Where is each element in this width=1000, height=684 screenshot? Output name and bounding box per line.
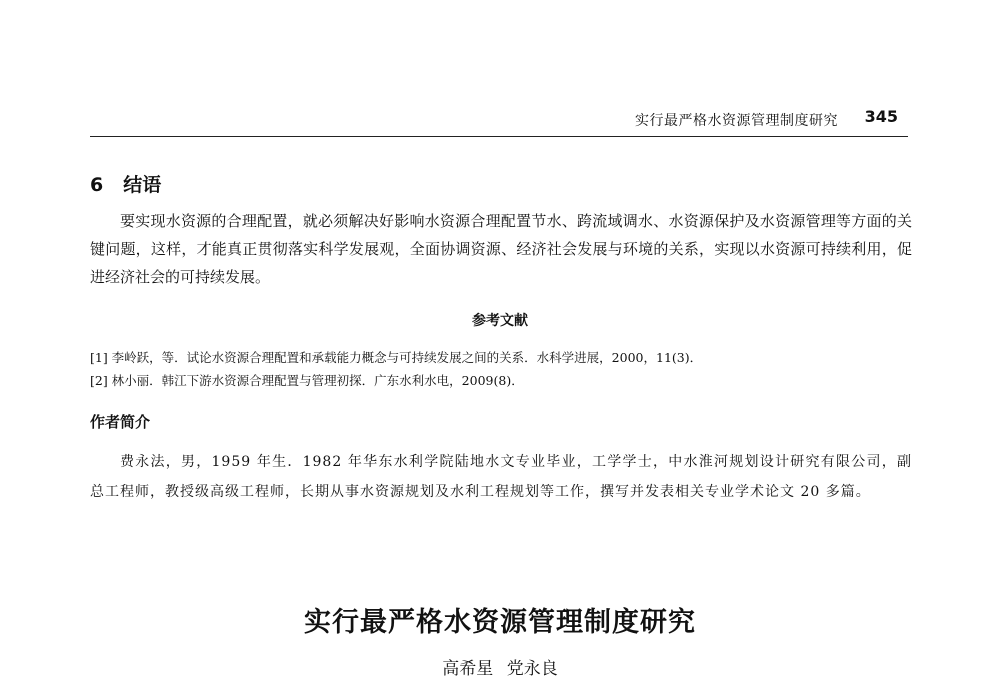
running-header-title: 实行最严格水资源管理制度研究 — [635, 113, 838, 129]
next-article-title: 实行最严格水资源管理制度研究 — [304, 607, 696, 638]
page-number: 345 — [864, 107, 898, 126]
author-intro-paragraph: 费永法，男，1959 年生．1982 年华东水利学院陆地水文专业毕业，工学学士，中水淮河规划设计研究有限公司，副总工程师，教授级高级工程师，长期从事水资源规划及水利工程规划等工作，撰写并发表相关专业学术论文 20 多篇。 — [90, 454, 912, 500]
section-heading — [90, 170, 161, 197]
references-title: 参考文献 — [472, 313, 528, 329]
section-title: 结语 — [123, 174, 162, 196]
reference-item: [1] 李岭跃，等．试论水资源合理配置和承载能力概念与可持续发展之间的关系．水科学进展，2000，11(3)． — [90, 350, 703, 365]
running-header — [90, 104, 908, 137]
section-number: 6 — [90, 174, 104, 196]
conclusion-paragraph: 要实现水资源的合理配置，就必须解决好影响水资源合理配置节水、跨流域调水、水资源保护及水资源管理等方面的关键问题，这样，才能真正贯彻落实科学发展观，全面协调资源、经济社会发展与环境的关系，实现以水资源可持续利用，促进经济社会的可持续发展。 — [90, 212, 912, 286]
author-intro-heading: 作者简介 — [90, 413, 151, 431]
next-article-authors: 高希星 党永良 — [442, 659, 558, 679]
reference-list — [90, 346, 912, 392]
reference-item: [2] 林小丽．韩江下游水资源合理配置与管理初探．广东水利水电，2009(8)． — [90, 373, 524, 388]
